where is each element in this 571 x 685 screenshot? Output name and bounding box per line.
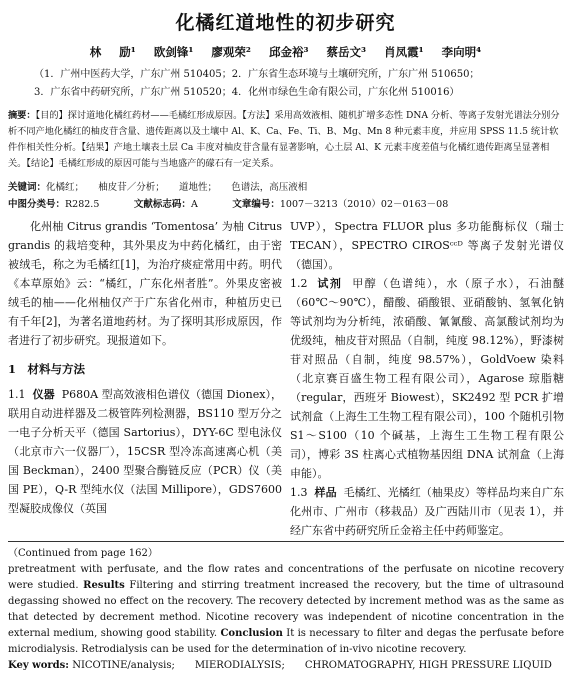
clc-label: 中图分类号： <box>8 199 66 210</box>
author: 肖凤霞¹ <box>384 45 424 59</box>
continued-from-note: （Continued from page 162） <box>8 548 158 559</box>
author: 廖观荣² <box>211 45 251 59</box>
continued-abstract <box>8 546 564 674</box>
right-column <box>290 217 564 540</box>
author: 李向明⁴ <box>441 45 482 59</box>
keywords-label: 关键词： <box>8 182 47 193</box>
article-number-label: 文章编号： <box>232 199 280 210</box>
affiliations <box>34 66 544 102</box>
keywords-text: 化橘红； 柚皮苷／分析； 道地性； 色谱法，高压液相 <box>46 182 308 193</box>
abstract-text: 【目的】探讨道地化橘红药材——毛橘红形成原因。【方法】采用高效液相、随机扩增多态性 DNA 分析、等离子发射光谱法分别分析不同产地化橘红的柚皮苷含量、遗传距离以及土壤中 Al、K、Ca、Fe、Ti、B、Mg、Mn 8 种元素丰度，并应用 SPSS 11.5 统计软件作相关性分析。【结果】产地土壤表土层 Ca 丰度对柚皮苷含量有显著影响，心土层 Al、K 元素丰度差值与化橘红遗传距离呈显著相关。【结论】毛橘红形成的原因可能与当地盛产的礞石有一定关系。 <box>8 110 560 169</box>
introduction-paragraph: 化州柚 Citrus grandis ‘Tomentosa’ 为柚 Citrus grandis 的栽培变种，其外果皮为中药化橘红，由于密被绒毛，称之为毛橘红[1]，为治疗痰症常用中药。明代《本草原始》云：“橘红，广东化州者胜”。外果皮密被绒毛的柚——化州柚仅产于广东省化州市，种植历史已有千年[2]，为著名道地药材。为了探明其形成原因，作者进行了初步研究。现报道如下。 <box>8 220 282 347</box>
subsection-heading: 样品 <box>314 486 337 499</box>
abstract-label: 摘要： <box>8 110 36 121</box>
doc-code-label: 文献标志码： <box>133 199 191 210</box>
author-list <box>0 44 571 60</box>
abstract <box>8 108 564 172</box>
author: 林 励¹ <box>89 45 136 59</box>
clc-value: R282.5 <box>65 199 100 210</box>
continued-methods: pretreatment with perfusate, and the flow rates and concentrations of the perfusate on nicotine recovery were studied. <box>8 564 564 591</box>
reagents-text: 甲醇（色谱纯），水（原子水），石油醚（60℃～90℃），醋酸、硝酸银、亚硝酸钠、氢氧化钠等试剂均为分析纯，浓硝酸、氰氰酸、高氯酸试剂均为优级纯，柚皮苷对照品（自制，纯度 98.12%），野漆树苷对照品（自制，纯度 98.57%），GoldVoew 染料（北京赛百盛生物工程有限公司），Agarose 琼脂糖（regular，西班牙 Biowest），SK2492 型 PCR 扩增试剂盒（上海生工生物工程有限公司），100 个随机引物 S1～S100（10 个碱基，上海生工生物工程有限公司），博彩 3S 柱离心式植物基因组 DNA 试剂盒（上海申能）。 <box>290 277 564 480</box>
reagents-paragraph <box>290 274 564 483</box>
paper-title: 化橘红道地性的初步研究 <box>175 12 396 34</box>
instruments-continued: UVP），Spectra FLUOR plus 多功能酶标仪（瑞士 TECAN），SPECTRO CIROSᶜᶜᴰ 等离子发射光谱仪（德国）。 <box>290 220 564 271</box>
classification-row <box>8 196 448 210</box>
subsection-number: 1.2 <box>290 277 308 290</box>
instruments-paragraph <box>8 385 282 518</box>
left-column <box>8 217 282 518</box>
instruments-text: P680A 型高效液相色谱仪（德国 Dionex），联用自动进样器及二极管阵列检测器，BS110 型万分之一电子分析天平（德国 Sartorius），DYY-6C 型电泳仪（北京市六一仪器厂），15CSR 型冷冻高速离心机（美国 Beckman），2400 型聚合酶链反应（PCR）仪（美国 PE），Q-R 型纯水仪（法国 Millipore），GDS7600 型凝胶成像仪（英国 <box>8 388 283 515</box>
english-keywords-label: Key words: <box>8 660 69 671</box>
subsection-number: 1.1 <box>8 388 26 401</box>
continued-text <box>8 562 564 658</box>
samples-paragraph <box>290 483 564 540</box>
article-number-value: 1007－3213（2010）02－0163－08 <box>279 199 449 210</box>
english-keywords <box>8 658 564 674</box>
english-keywords-text: NICOTINE/analysis; MIERODIALYSIS; CHROMATOGRAPHY, HIGH PRESSURE LIQUID <box>72 660 552 671</box>
affiliation-line: （1．广州中医药大学，广东广州 510405；2．广东省生态环境与土壤研究所，广东广州 510650； <box>34 69 480 80</box>
results-label: Results <box>83 580 125 591</box>
conclusion-label: Conclusion <box>220 628 283 639</box>
continued-conclusion: It is necessary to filter and degas the perfusate before microdialysis. Retrodialysis can be used for the determination of in-vivo nicotine recovery. <box>8 628 565 655</box>
subsection-number: 1.3 <box>290 486 308 499</box>
section-heading: 1 材料与方法 <box>8 362 86 376</box>
keywords <box>8 179 307 193</box>
divider <box>8 541 564 542</box>
author: 蔡岳文³ <box>326 45 367 59</box>
subsection-heading: 仪器 <box>32 388 55 401</box>
author: 邱金裕³ <box>268 45 309 59</box>
subsection-heading: 试剂 <box>317 277 343 290</box>
doc-code-value: A <box>190 199 198 210</box>
continued-results: Filtering and stirring treatment increased the recovery, but the time of ultrasound degassing showed no effect on the recovery. The recovery detected by increment method was as the same as that detected by decrement method. Nicotine recovery was independent of nicotine concentration in the external medium, showing good stability. <box>8 580 565 639</box>
affiliation-line: 3．广东省中药研究所，广东广州 510520；4．化州市绿色生命有限公司，广东化州 510016） <box>34 87 460 98</box>
author: 欧剑锋¹ <box>153 45 194 59</box>
samples-text: 毛橘红、光橘红（柚果皮）等样品均来自广东化州市、广州市（移栽品）及广西陆川市（见表 1），并经广东省中药研究所丘金裕主任中药师鉴定。 <box>290 486 565 537</box>
